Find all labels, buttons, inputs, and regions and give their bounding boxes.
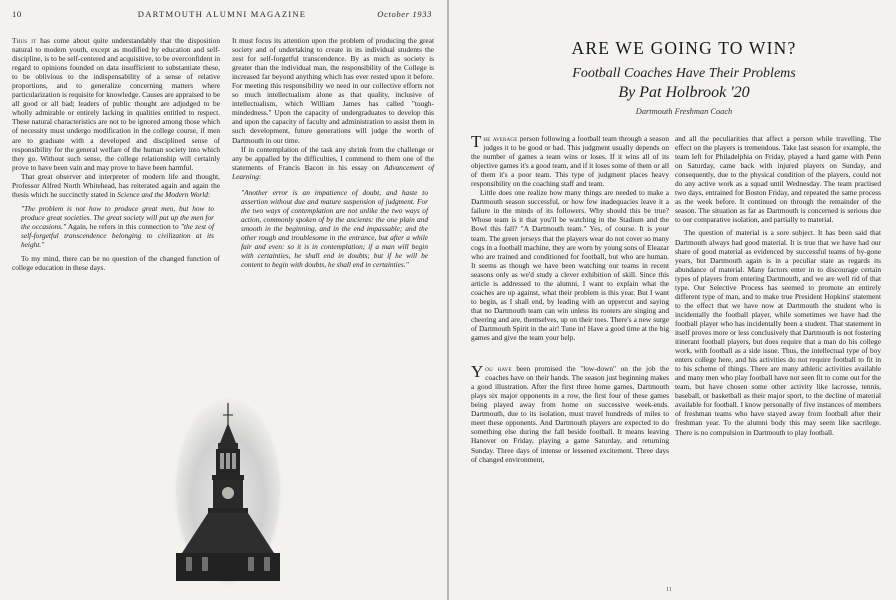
right-column-1 [471, 134, 669, 464]
lead-in: ou have [485, 364, 512, 374]
paragraph-text: has come about quite understandably that the disposition natural to modern youth, except as modified by education and self-discipline, is to be self-centered and acquisitive, to be overconfident in regard to opinions founded on data insufficient to substantiate these, to be oblivious to the indispensability of a sense of relative proportions, and to generalize concerning matters where particularization is requisite for knowledge. Causes are appraised to be all good or all bad; leaders of public thought are adjudged to be wholly admirable or entirely lacking in qualities entitled to respect. These natural characteristics are not to be ignored among those which of necessity must undergo modification in the college course, if men are to graduate with a developed and disciplined sense of responsibility for the general welfare of the human society into which they go. Without such sense, the college relationship will certainly prove to have been vain and may prove to have been harmful. [12, 36, 220, 172]
left-column-2 [232, 36, 434, 274]
paragraph-text: team. The green jerseys that the players wear do not cover so many cogs in a football machine, they are worn by young sons of Eleazar who are trained and conditioned for football, but who are human. It seems as though we have been watching our teams in recent seasons only as we'd study a clever exhibition of skill. Since this article is addressed to the alumni, I want to explain what the coaches are up against, what their problem is this year. But I want to begin, as I shall end, by leading with an uppercut and saying that no Dartmouth team can win unless its rooters are singing and cheering and are, themselves, up on their toes. There's a new surge of Dartmouth Spirit in the air! Tune in! Have a good time at the big games and give the team your help. [471, 233, 669, 343]
paragraph [471, 364, 669, 464]
left-column-1 [12, 36, 220, 272]
folio-page-number: 11 [666, 587, 672, 593]
drop-cap: Y [471, 362, 484, 382]
article-headline: ARE WE GOING TO WIN? [571, 38, 797, 58]
block-quote [21, 204, 214, 249]
paragraph [232, 145, 434, 181]
left-page [0, 0, 447, 600]
paragraph: and all the peculiarities that affect a person while travelling. The effect on the players is tremendous. Take last season for example, the team left for Philadelphia on Friday, played a hard game with Penn on Saturday, came back with injured players on Sunday, and consequently, due to the physical condition of the players, could not do any active work as a squad until Wednesday. The team practised two days, entrained for Boston Friday, and repeated the same process as the week before. It continued on through the remainder of the season. The situation as far as Dartmouth is concerned is serious due to our comparative isolation, and partially to material. [675, 134, 881, 225]
paragraph [471, 134, 669, 188]
paragraph: The question of material is a sore subject. It has been said that Dartmouth always had good material. It is true that we have had our share of good material as evidenced by successful teams of by-gone years, but Dartmouth again is in a peculiar state as regards its abundance of material. Many factors enter in to discourage certain types of players from entering Dartmouth, and we are well rid of that type. Our Selective Process has seemed to promote an entirely different type of man, and to make true President Hopkins' statement to the effect that we have now at Dartmouth the student who is incidentally the football player, while sometimes we have had the football player who has incidentally been a student. That statement in itself proves more or less conclusively that Dartmouth is not fostering itinerant football players, but does require that a man do his college work, with football as a side issue. Thus, the intellectual type of boy enters college here, and his activities do not require football to fit in to his scheme of things. There are many athletic activities available and many men who play football have not seen fit to come out for the team, but have chosen some other activity like lacrosse, tennis, baseball, or basketball as their major sport, to the decline of material available for football. I know personally of five instances of members of freshman teams who have stayed away from football after their freshman year. To the alumni body this may seem like sacrilege. There is no compulsion in Dartmouth to play football. [675, 228, 881, 437]
paragraph-text: : [258, 171, 261, 181]
lead-in: he average [483, 134, 518, 143]
book-title: Advancement of Learning [232, 162, 434, 181]
tower-photo-icon [168, 385, 288, 585]
paragraph-text: That great observer and interpreter of modern life and thought, Professor Alfred North Whitehead, has reiterated again and again the thesis which he succinctly stated in [12, 171, 220, 199]
issue-date: October 1933 [377, 9, 432, 19]
baker-tower-photo [168, 385, 288, 585]
running-head [12, 9, 432, 21]
paragraph-text: : [207, 189, 210, 199]
paragraph [12, 172, 220, 199]
paragraph-text: Little does one realize how many things are needed to make a Dartmouth season successful, or how few inadequacies leave it a failure in the minds of its followers. Why should this be true? Whose team is it that you'll be watching in the Stadium and the Bowl this fall? "A Dartmouth team." Yes, of course. It is [471, 188, 669, 234]
paragraph [12, 36, 220, 172]
right-column-2 [675, 134, 881, 437]
quote-text: Again, he refers in this connection to [66, 221, 181, 231]
emphasis: your [655, 224, 669, 234]
paragraph [471, 188, 669, 342]
paragraph-text: person following a football team through a season judges it to be good or bad. This judgment usually depends on the number of games a team wins or loses. If it wins all of its objective games it's a good team, and if it loses some of them or all of them it's a poor team. This type of judgment places heavy responsibility on the coaching staff and team. [471, 134, 669, 189]
author-affiliation: Dartmouth Freshman Coach [635, 107, 733, 116]
quote-text: "The problem is not how to produce great men, but how to produce great societies. The great society will put up the men for the occasions." [21, 203, 214, 231]
paragraph-text: If in contemplation of the task any shrink from the challenge or any be appalled by the difficulties, I commend to them one of the statements of Francis Bacon in his essay on [232, 144, 434, 172]
page-number: 10 [12, 9, 22, 19]
drop-cap: T [471, 132, 482, 151]
paragraph-text: been promised the "low-down" on the job the coaches have on their hands. The season just beginning makes a good illustration. After the first three home games, Dartmouth plays six major opponents in a row, the first four of these games being played away from home on successive week-ends. Dartmouth, due to its isolation, must travel hundreds of miles to meet these opponents. And Dartmouth players are expected to do something else during the fall beside football. It means leaving Hanover on Friday, playing a game Saturday, and returning Sunday. Three days of intense or lessened excitement. Three days of changed environment, [471, 364, 669, 464]
article-byline: By Pat Holbrook '20 [618, 84, 750, 101]
magazine-title: DARTMOUTH ALUMNI MAGAZINE [137, 9, 307, 19]
quote-text: "the zest of self-forgetful transcendence belonging to civilization at its height." [21, 221, 214, 250]
paragraph: To my mind, there can be no question of the changed function of college education in these days. [12, 254, 220, 273]
article-subhead: Football Coaches Have Their Problems [572, 66, 796, 81]
book-title: Science and the Modern World [117, 189, 208, 199]
right-page [449, 0, 896, 600]
block-quote: "Another error is an impatience of doubt, and haste to assertion without due and mature suspension of judgment. For the two ways of contemplation are not unlike the two ways of action, commonly spoken of by the ancients: the one plain and smooth in the beginning, and in the end impassable; and the other rough and troublesome in the entrance, but after a while fair and even: so it is in contemplation; if a man will begin with certainties, he shall end in doubts; but if he will be content to begin with doubts, he shall end in certainties." [241, 187, 428, 270]
lead-in: Thus it [12, 36, 37, 45]
paragraph: It must focus its attention upon the problem of producing the great society and of undertaking to create in its individual students the zest for self-forgetful transcendence. By as much as society is greater than the individual man, the responsibility of the College is increased far beyond anything which has ever rested upon it before. For meeting this responsibility we need in our collective efforts not so much intellectualism alone as that quality, inclusive of intellectualism, which William James has called "tough-mindedness." Upon the capacity of undergraduates to develop this and upon the capacity of faculty and administration to assist them in such development, future generations will judge the worth of Dartmouth in our time. [232, 36, 434, 145]
